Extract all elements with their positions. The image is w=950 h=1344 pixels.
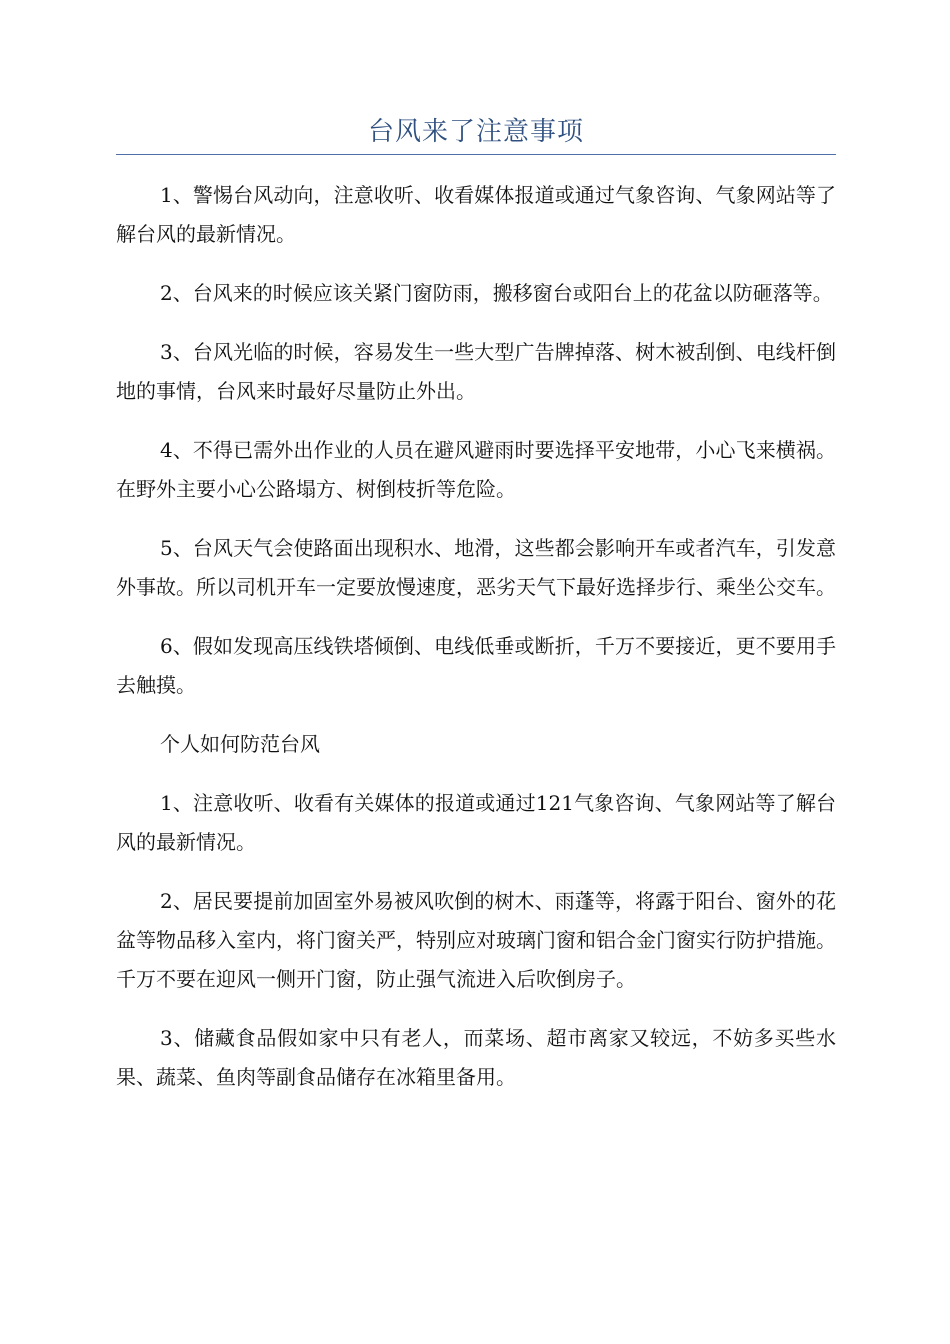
document-title: 台风来了注意事项: [367, 117, 584, 147]
title-underline: [116, 154, 836, 155]
paragraph: 2、台风来的时候应该关紧门窗防雨，搬移窗台或阳台上的花盆以防砸落等。: [160, 281, 833, 305]
paragraph: 3、台风光临的时候，容易发生一些大型广告牌掉落、树木被刮倒、电线杆倒地的事情，台风来时最好尽量防止外出。: [116, 340, 836, 403]
section-heading: 个人如何防范台风: [160, 732, 320, 756]
paragraph: 6、假如发现高压线铁塔倾倒、电线低垂或断折，千万不要接近，更不要用手去触摸。: [116, 634, 836, 697]
paragraph: 3、储藏食品假如家中只有老人，而菜场、超市离家又较远，不妨多买些水果、蔬菜、鱼肉等副食品储存在冰箱里备用。: [116, 1026, 836, 1089]
paragraph: 5、台风天气会使路面出现积水、地滑，这些都会影响开车或者汽车，引发意外事故。所以司机开车一定要放慢速度，恶劣天气下最好选择步行、乘坐公交车。: [116, 536, 836, 599]
document-body: [116, 176, 836, 1117]
paragraph: 1、警惕台风动向，注意收听、收看媒体报道或通过气象咨询、气象网站等了解台风的最新情况。: [116, 183, 836, 246]
paragraph: 4、不得已需外出作业的人员在避风避雨时要选择平安地带，小心飞来横祸。在野外主要小心公路塌方、树倒枝折等危险。: [116, 438, 836, 501]
paragraph: 2、居民要提前加固室外易被风吹倒的树木、雨蓬等，将露于阳台、窗外的花盆等物品移入室内，将门窗关严，特别应对玻璃门窗和铝合金门窗实行防护措施。千万不要在迎风一侧开门窗，防止强气流进入后吹倒房子。: [116, 889, 836, 991]
paragraph: 1、注意收听、收看有关媒体的报道或通过121气象咨询、气象网站等了解台风的最新情况。: [116, 791, 836, 854]
